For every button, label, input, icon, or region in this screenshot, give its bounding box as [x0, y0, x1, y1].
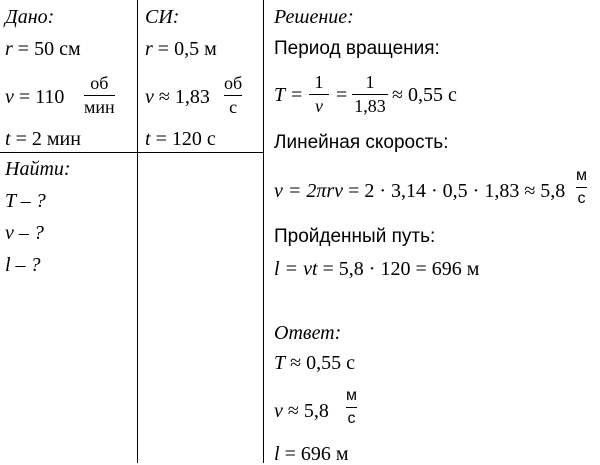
find-item-l: l – ?: [5, 254, 41, 276]
speed-unit: м с: [576, 167, 587, 207]
si-nu-unit: об с: [224, 73, 243, 117]
given-t: t = 2 мин: [5, 128, 81, 150]
period-equals: =: [336, 84, 348, 106]
given-heading: Дано:: [5, 6, 55, 28]
answer-l: l = 696 м: [274, 443, 349, 465]
given-nu: ν = 110: [5, 86, 65, 108]
period-lhs: T =: [274, 84, 304, 106]
find-item-v: v – ?: [5, 222, 44, 244]
solution-heading: Решение:: [274, 6, 354, 28]
given-r: r = 50 см: [5, 38, 81, 60]
answer-T: T ≈ 0,55 с: [274, 352, 355, 374]
si-r: r = 0,5 м: [145, 38, 217, 60]
divider-given-find: [0, 152, 263, 153]
period-label: Период вращения:: [274, 38, 440, 59]
answer-heading: Ответ:: [274, 322, 342, 344]
si-heading: СИ:: [145, 6, 180, 28]
period-fraction-1: 1 ν: [309, 72, 329, 116]
speed-label: Линейная скорость:: [274, 132, 449, 153]
path-label: Пройденный путь:: [274, 226, 436, 247]
divider-given-si: [137, 0, 138, 463]
find-item-T: T – ?: [5, 190, 46, 212]
answer-v: v ≈ 5,8: [274, 400, 329, 422]
period-fraction-2: 1 1,83: [352, 72, 388, 116]
si-nu: ν ≈ 1,83: [145, 86, 210, 108]
find-heading: Найти:: [5, 158, 71, 180]
speed-formula: v = 2πrν = 2 · 3,14 · 0,5 · 1,83 ≈ 5,8: [274, 180, 566, 202]
si-t: t = 120 с: [145, 128, 216, 150]
answer-v-unit: м с: [346, 387, 357, 427]
given-nu-unit: об мин: [84, 73, 115, 117]
path-formula: l = vt = 5,8 · 120 = 696 м: [274, 258, 480, 280]
period-result: ≈ 0,55 с: [392, 84, 457, 106]
divider-si-solution: [263, 0, 264, 463]
